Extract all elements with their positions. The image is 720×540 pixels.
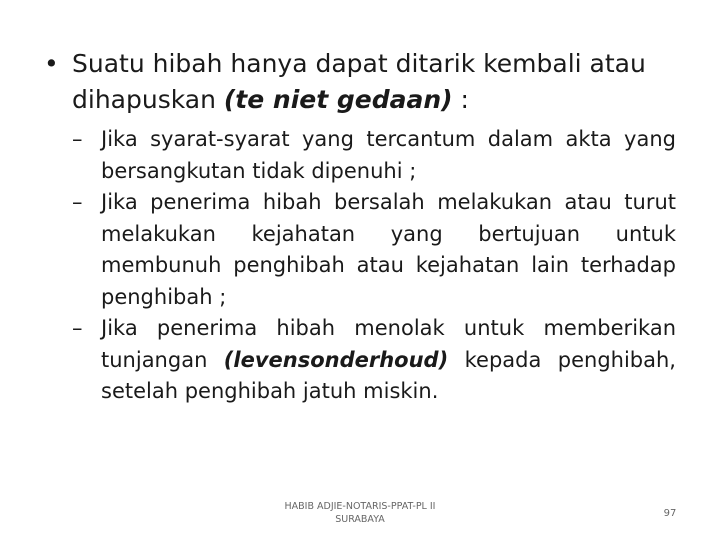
page-number: 97 (663, 508, 677, 519)
dash-symbol: – (72, 190, 83, 214)
main-bullet-term: (te niet gedaan) (223, 85, 453, 114)
footer-line-1: HABIB ADJIE-NOTARIS-PPAT-PL II (284, 501, 436, 512)
main-bullet (44, 46, 684, 118)
sub-item-text-before: Jika penerima hibah menolak untuk memberikan tunjangan (101, 316, 676, 372)
dash-symbol: – (72, 316, 83, 340)
sub-item-term: (levensonderhoud) (223, 347, 449, 372)
sub-item-crime (72, 187, 676, 313)
sub-item-text-after: kepada penghibah, setelah penghibah jatuh miskin. (101, 347, 676, 403)
bullet-symbol: • (44, 49, 59, 78)
sub-item-text: Jika penerima hibah bersalah melakukan atau turut melakukan kejahatan yang bertujuan untuk membunuh penghibah atau kejahatan lain terhadap penghibah ; (101, 190, 676, 309)
sub-item-support (72, 313, 676, 408)
footer (260, 500, 460, 526)
sub-item-conditions (72, 124, 676, 187)
sub-item-text: Jika syarat-syarat yang tercantum dalam akta yang bersangkutan tidak dipenuhi ; (101, 127, 676, 183)
main-bullet-text-before: Suatu hibah hanya dapat ditarik kembali atau dihapuskan (72, 49, 646, 114)
sub-list (72, 124, 676, 408)
dash-symbol: – (72, 127, 83, 151)
main-bullet-text (72, 46, 684, 118)
footer-line-2: SURABAYA (335, 514, 385, 525)
main-bullet-text-after: : (452, 85, 469, 114)
